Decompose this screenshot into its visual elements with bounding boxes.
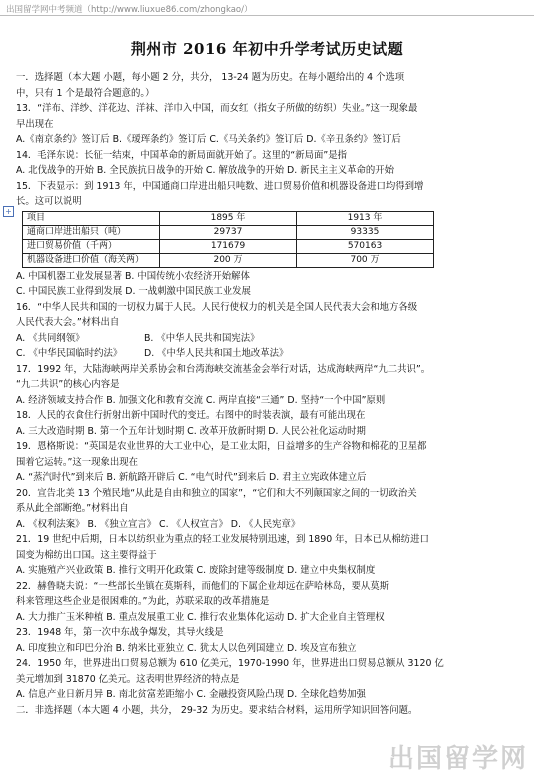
table-cell: 进口贸易价值（千两） [23, 239, 160, 253]
exam-body [16, 70, 520, 718]
question-22-options: A. 大力推广玉米种植 B. 重点发展重工业 C. 推行农业集体化运动 D. 扩大企业自主管理权 [16, 611, 385, 623]
question-15-cont: 长。这可以说明 [16, 196, 82, 207]
question-17-options: A. 经济领域支持合作 B. 加强文化和教育交流 C. 两岸直接“三通” D. 坚持“一个中国”原则 [16, 394, 386, 406]
option-b: B. 《中华人民共和国宪法》 [144, 332, 260, 344]
question-17-cont: “九二共识”的核心内容是 [16, 379, 120, 390]
section-2-instructions: 二．非选择题（本大题 4 小题，共分， 29-32 为历史。要求结合材料，运用所学知识回答问题。 [16, 704, 418, 716]
document-title: 荆州市 2016 年初中升学考试历史试题 [130, 40, 404, 58]
question-19: 19．恩格斯说：“英国是农业世界的大工业中心，是工业太阳，日益增多的生产谷物和棉花的卫星都 [16, 441, 427, 452]
table-header-cell: 1895 年 [160, 211, 297, 225]
table-cell: 机器设备进口价值（海关两） [23, 253, 160, 267]
watermark-logo: 出国留学网 [387, 744, 528, 774]
question-22: 22．赫鲁晓夫说：“一些部长坐镇在莫斯科，而他们的下属企业却远在萨哈林岛，要从莫斯 [16, 580, 390, 592]
question-16: 16．“中华人民共和国的一切权力属于人民。人民行使权力的机关是全国人民代表大会和地方各级 [16, 301, 418, 313]
question-19-options: A. “蒸汽时代”到来后 B. 新航路开辟后 C. “电气时代”到来后 D. 君主立宪政体建立后 [16, 472, 367, 483]
question-23-options: A. 印度独立和印巴分治 B. 纳米比亚独立 C. 犹太人以色列国建立 D. 埃及宣布独立 [16, 642, 357, 654]
question-21-options: A. 实施殖产兴业政策 B. 推行文明开化政策 C. 废除封建等级制度 D. 建立中央集权制度 [16, 565, 376, 576]
table-cell: 700 万 [297, 253, 434, 267]
question-18-options: A. 三大改造时期 B. 第一个五年计划时期 C. 改革开放新时期 D. 人民公社化运动时期 [16, 425, 366, 437]
question-17: 17．1992 年，大陆海峡两岸关系协会和台湾海峡交流基金会举行对话，达成海峡两岸“九二共识”。 [16, 363, 431, 375]
option-d: D. 《中华人民共和国土地改革法》 [144, 348, 289, 359]
question-13-options: A.《南京条约》签订后 B.《瑷珲条约》签订后 C.《马关条约》签订后 D.《辛丑条约》签订后 [16, 134, 401, 145]
question-15-options-a: A. 中国机器工业发展显著 B. 中国传统小农经济开始解体 [16, 270, 250, 282]
question-16-cont: 人民代表大会。”材料出自 [16, 317, 120, 328]
table-header-cell: 项目 [23, 211, 160, 225]
table-cell: 570163 [297, 239, 434, 253]
option-a: A. 《共同纲领》 [16, 332, 85, 344]
question-20-options: A. 《权利法案》 B. 《独立宣言》 C. 《人权宣言》 D. 《人民宪章》 [16, 518, 301, 530]
question-14: 14．毛泽东说：长征一结束，中国革命的新局面就开始了。这里的“新局面”是指 [16, 149, 348, 161]
question-23: 23．1948 年，第一次中东战争爆发，其导火线是 [16, 627, 224, 638]
table-header-row [23, 211, 434, 225]
question-18: 18．人民的衣食住行折射出新中国时代的变迁。右图中的时装表演，最有可能出现在 [16, 410, 366, 421]
table-row [23, 239, 434, 253]
question-20: 20．宣告北美 13 个殖民地“从此是自由和独立的国家”，“它们和大不列颠国家之间的一切政治关 [16, 487, 417, 499]
table-cell: 29737 [160, 225, 297, 239]
question-24-options: A. 信息产业日新月异 B. 南北贫富差距缩小 C. 金融投资风险凸现 D. 全球化趋势加强 [16, 689, 366, 700]
question-13-cont: 早出现在 [16, 118, 54, 130]
question-14-options: A. 北伐战争的开始 B. 全民族抗日战争的开始 C. 解放战争的开始 D. 新民主主义革命的开始 [16, 165, 394, 176]
question-24: 24．1950 年，世界进出口贸易总额为 610 亿美元，1970-1990 年，世界进出口贸易总额从 3120 亿 [16, 658, 444, 669]
question-16-options-row-1 [16, 331, 520, 347]
header-divider [0, 15, 534, 16]
table-move-handle-icon[interactable]: + [3, 206, 14, 217]
question-13: 13．“洋布、洋纱、洋花边、洋袜、洋巾入中国，而女红（指女子所做的纺织）失业。”这一现象最 [16, 103, 418, 114]
table-row [23, 253, 434, 267]
table-cell: 171679 [160, 239, 297, 253]
trade-data-table [22, 211, 434, 268]
option-c: C. 《中华民国临时约法》 [16, 348, 123, 359]
header-link[interactable]: 出国留学网中考频道（http://www.liuxue86.com/zhongkao/） [6, 5, 253, 15]
section-1-instructions: 一．选择题（本大题 小题，每小题 2 分，共分， 13-24 题为历史。在每小题给出的 4 个选项 [16, 72, 405, 83]
question-15: 15．下表显示：到 1913 年，中国通商口岸进出船只吨数、进口贸易价值和机器设备进口均得到增 [16, 180, 424, 192]
question-21: 21．19 世纪中后期，日本以纺织业为重点的轻工业发展特别迅速，到 1890 年，日本已从棉纺进口 [16, 534, 429, 545]
table-row [23, 225, 434, 239]
table-cell: 93335 [297, 225, 434, 239]
question-15-options-c: C. 中国民族工业得到发展 D. 一战刺激中国民族工业发展 [16, 286, 251, 297]
table-cell: 200 万 [160, 253, 297, 267]
question-19-cont: 围着它运转。”这一现象出现在 [16, 456, 139, 468]
question-24-cont: 美元增加到 31870 亿美元。这表明世界经济的特点是 [16, 673, 240, 685]
table-cell: 通商口岸进出船只（吨） [23, 225, 160, 239]
question-20-cont: 系从此全部断绝。”材料出自 [16, 503, 129, 514]
question-22-cont: 科来管理这些企业是很困难的。”为此，苏联采取的改革措施是 [16, 596, 270, 607]
question-16-options-row-2 [16, 346, 520, 362]
table-header-cell: 1913 年 [297, 211, 434, 225]
question-21-cont: 国变为棉纺出口国。这主要得益于 [16, 549, 157, 561]
section-1-instructions-cont: 中，只有 1 个是最符合题意的。） [16, 87, 155, 99]
